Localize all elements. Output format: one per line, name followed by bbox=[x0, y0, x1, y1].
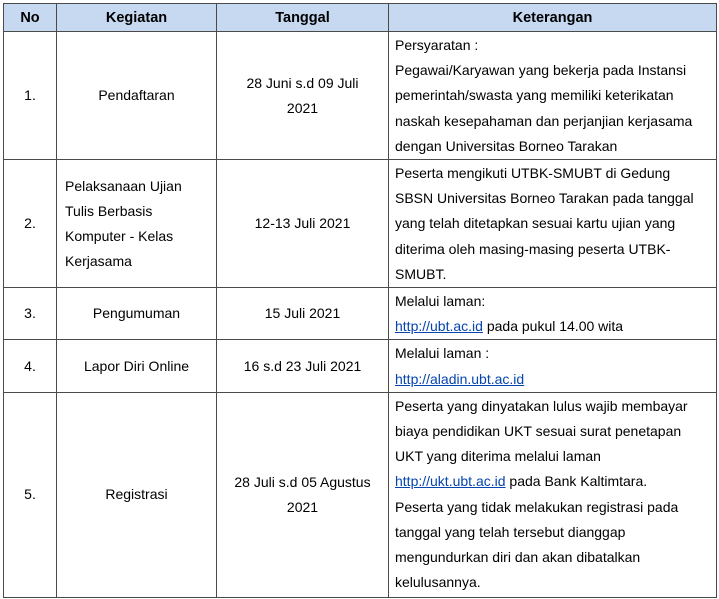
header-keterangan: Keterangan bbox=[389, 4, 717, 32]
ket-line: Pegawai/Karyawan yang bekerja pada Instansi bbox=[395, 62, 687, 79]
row-tanggal bbox=[217, 32, 389, 160]
row-keterangan bbox=[389, 32, 717, 160]
header-kegiatan: Kegiatan bbox=[57, 4, 217, 32]
row-no: 5. bbox=[4, 392, 57, 597]
row-keterangan bbox=[389, 340, 717, 392]
header-row bbox=[4, 4, 717, 32]
ket-text: pada Bank Kaltimtara. bbox=[505, 473, 648, 490]
kegiatan-line: Kerjasama bbox=[65, 252, 132, 269]
ket-line: diterima oleh masing-masing peserta UTBK- bbox=[395, 240, 671, 257]
tanggal-line: 28 Juni s.d 09 Juli bbox=[246, 74, 359, 91]
row-kegiatan: Lapor Diri Online bbox=[57, 340, 217, 392]
row-keterangan bbox=[389, 288, 717, 340]
row-tanggal: 16 s.d 23 Juli 2021 bbox=[217, 340, 389, 392]
row-kegiatan: Pengumuman bbox=[57, 288, 217, 340]
table-row bbox=[4, 392, 717, 597]
tanggal-line: 28 Juli s.d 05 Agustus bbox=[234, 473, 371, 490]
kegiatan-line: Pelaksanaan Ujian bbox=[65, 177, 182, 194]
row-keterangan bbox=[389, 160, 717, 288]
ket-line: biaya pendidikan UKT sesuai surat penetapan bbox=[395, 423, 682, 440]
header-no: No bbox=[4, 4, 57, 32]
ket-line: SMUBT. bbox=[395, 265, 447, 282]
ket-line: Peserta yang tidak melakukan registrasi pada bbox=[395, 498, 679, 515]
ket-line: tanggal yang telah tersebut dianggap bbox=[395, 523, 626, 540]
row-tanggal: 12-13 Juli 2021 bbox=[217, 160, 389, 288]
row-kegiatan: Pendaftaran bbox=[57, 32, 217, 160]
table-row bbox=[4, 32, 717, 160]
row-no: 1. bbox=[4, 32, 57, 160]
ukt-link[interactable]: http://ukt.ubt.ac.id bbox=[395, 473, 506, 490]
ket-line bbox=[395, 314, 710, 339]
header-tanggal: Tanggal bbox=[217, 4, 389, 32]
tanggal-line: 2021 bbox=[286, 99, 319, 116]
table-row bbox=[4, 160, 717, 288]
row-no: 2. bbox=[4, 160, 57, 288]
ubt-link[interactable]: http://ubt.ac.id bbox=[395, 318, 483, 335]
ket-line: dengan Universitas Borneo Tarakan bbox=[395, 137, 618, 154]
row-no: 4. bbox=[4, 340, 57, 392]
schedule-table bbox=[3, 3, 717, 598]
ket-text: pada pukul 14.00 wita bbox=[482, 318, 624, 335]
table-row bbox=[4, 340, 717, 392]
ket-line bbox=[395, 367, 710, 392]
ket-line: Persyaratan : bbox=[395, 37, 479, 53]
row-kegiatan: Registrasi bbox=[57, 392, 217, 597]
kegiatan-line: Komputer - Kelas bbox=[65, 227, 174, 244]
ket-line: Melalui laman: bbox=[395, 293, 486, 310]
ket-line: Peserta yang dinyatakan lulus wajib membayar bbox=[395, 397, 688, 414]
table-row bbox=[4, 288, 717, 340]
ket-line: kelulusannya. bbox=[395, 574, 481, 591]
ket-line: UKT yang diterima melalui laman bbox=[395, 448, 601, 465]
tanggal-line: 2021 bbox=[286, 498, 319, 515]
ket-line: SBSN Universitas Borneo Tarakan pada tanggal bbox=[395, 190, 694, 207]
ket-line: naskah kesepahaman dan perjanjian kerjasama bbox=[395, 112, 693, 129]
row-no: 3. bbox=[4, 288, 57, 340]
ket-line: yang telah ditetapkan sesuai kartu ujian yang bbox=[395, 215, 676, 232]
kegiatan-line: Tulis Berbasis bbox=[65, 202, 153, 219]
row-tanggal: 15 Juli 2021 bbox=[217, 288, 389, 340]
ket-line: Peserta mengikuti UTBK-SMUBT di Gedung bbox=[395, 165, 671, 182]
ket-line: pemerintah/swasta yang memiliki keterikatan bbox=[395, 87, 674, 104]
row-kegiatan bbox=[57, 160, 217, 288]
row-tanggal bbox=[217, 392, 389, 597]
row-keterangan bbox=[389, 392, 717, 597]
ket-line: mengundurkan diri dan akan dibatalkan bbox=[395, 549, 641, 566]
ket-line bbox=[395, 469, 710, 494]
aladin-link[interactable]: http://aladin.ubt.ac.id bbox=[395, 370, 525, 387]
ket-line: Melalui laman : bbox=[395, 345, 490, 362]
